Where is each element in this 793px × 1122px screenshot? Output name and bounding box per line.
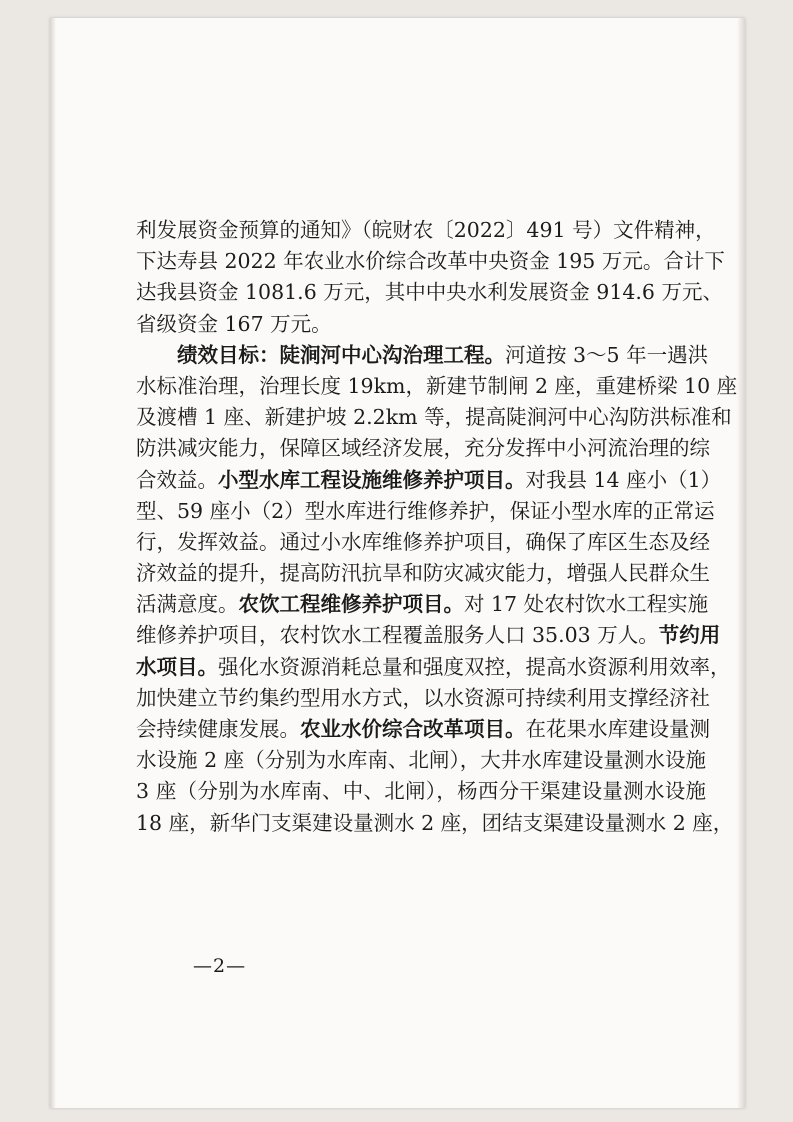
text-line bbox=[136, 277, 723, 308]
text-line bbox=[136, 745, 706, 776]
body-text-segment: 强化水资源消耗总量和强度双控，提高水资源利用效率， bbox=[218, 654, 731, 679]
body-text-segment: 对 17 处农村饮水工程实施 bbox=[464, 592, 709, 617]
bold-heading-text: 小型水库工程设施维修养护项目。 bbox=[218, 467, 526, 492]
body-text-segment: 防洪减灾能力，保障区域经济发展，充分发挥中小河流治理的综 bbox=[136, 436, 710, 461]
body-text-segment: 型、59 座小（2）型水库进行维修养护，保证小型水库的正常运 bbox=[136, 498, 715, 523]
body-text-segment: 加快建立节约集约型用水方式，以水资源可持续利用支撑经济社 bbox=[136, 685, 710, 710]
text-line bbox=[136, 340, 709, 371]
body-text bbox=[136, 215, 738, 839]
text-line bbox=[136, 808, 734, 839]
body-text-segment: 水设施 2 座（分别为水库南、北闸），大井水库建设量测水设施 bbox=[136, 748, 706, 773]
page-edge-left bbox=[50, 18, 56, 1108]
body-text-segment: 活满意度。 bbox=[136, 592, 239, 617]
body-text-segment: 会持续健康发展。 bbox=[136, 717, 300, 741]
text-line bbox=[136, 246, 725, 277]
body-text-segment: 合效益。 bbox=[136, 467, 218, 492]
text-line bbox=[136, 402, 732, 433]
body-text-segment: 水标准治理，治理长度 19km，新建节制闸 2 座，重建桥梁 10 座 bbox=[136, 373, 738, 398]
text-line bbox=[136, 371, 738, 402]
body-text-segment: 省级资金 167 万元。 bbox=[136, 311, 332, 336]
body-text-segment: 在花果水库建设量测 bbox=[525, 717, 710, 741]
bold-heading-text: 节约用 bbox=[658, 623, 721, 648]
text-line bbox=[136, 496, 715, 527]
text-line bbox=[136, 558, 710, 589]
page-number: —2— bbox=[193, 955, 247, 977]
body-text-segment: 达我县资金 1081.6 万元，其中中央水利发展资金 914.6 万元、 bbox=[136, 280, 723, 305]
document-page bbox=[50, 18, 745, 1108]
text-line bbox=[136, 527, 710, 558]
body-text-segment: 18 座，新华门支渠建设量测水 2 座，团结支渠建设量测水 2 座， bbox=[136, 810, 734, 835]
text-line bbox=[136, 652, 731, 683]
text-line bbox=[136, 714, 710, 745]
text-line bbox=[136, 620, 721, 651]
bold-heading-text: 农饮工程维修养护项目。 bbox=[238, 592, 464, 617]
text-line bbox=[136, 309, 706, 340]
text-line bbox=[136, 589, 709, 620]
text-line bbox=[136, 683, 710, 714]
body-text-segment: 及渡槽 1 座、新建护坡 2.2km 等，提高陡涧河中心沟防洪标准和 bbox=[136, 405, 732, 430]
body-text-segment: 行，发挥效益。通过小水库维修养护项目，确保了库区生态及经 bbox=[136, 529, 710, 554]
page-edge-right bbox=[737, 18, 745, 1108]
body-text-segment: 3 座（分别为水库南、中、北闸），杨西分干渠建设量测水设施 bbox=[136, 779, 706, 804]
text-line bbox=[136, 215, 716, 246]
body-text-segment: 维修养护项目，农村饮水工程覆盖服务人口 35.03 万人。 bbox=[136, 623, 659, 648]
bold-heading-text: 农业水价综合改革项目。 bbox=[300, 717, 526, 741]
body-text-segment: 对我县 14 座小（1） bbox=[525, 467, 722, 492]
text-line bbox=[136, 776, 706, 807]
body-text-segment: 济效益的提升，提高防汛抗旱和防灾减灾能力，增强人民群众生 bbox=[136, 561, 710, 586]
body-text-segment: 下达寿县 2022 年农业水价综合改革中央资金 195 万元。合计下 bbox=[136, 249, 725, 274]
body-text-segment: 利发展资金预算的通知》（皖财农〔2022〕491 号）文件精神， bbox=[136, 218, 716, 242]
bold-heading-text: 绩效目标：陡涧河中心沟治理工程。 bbox=[177, 342, 505, 367]
text-line bbox=[136, 433, 710, 464]
text-line bbox=[136, 465, 722, 496]
bold-heading-text: 水项目。 bbox=[136, 654, 218, 679]
body-text-segment: 河道按 3～5 年一遇洪 bbox=[505, 342, 709, 367]
